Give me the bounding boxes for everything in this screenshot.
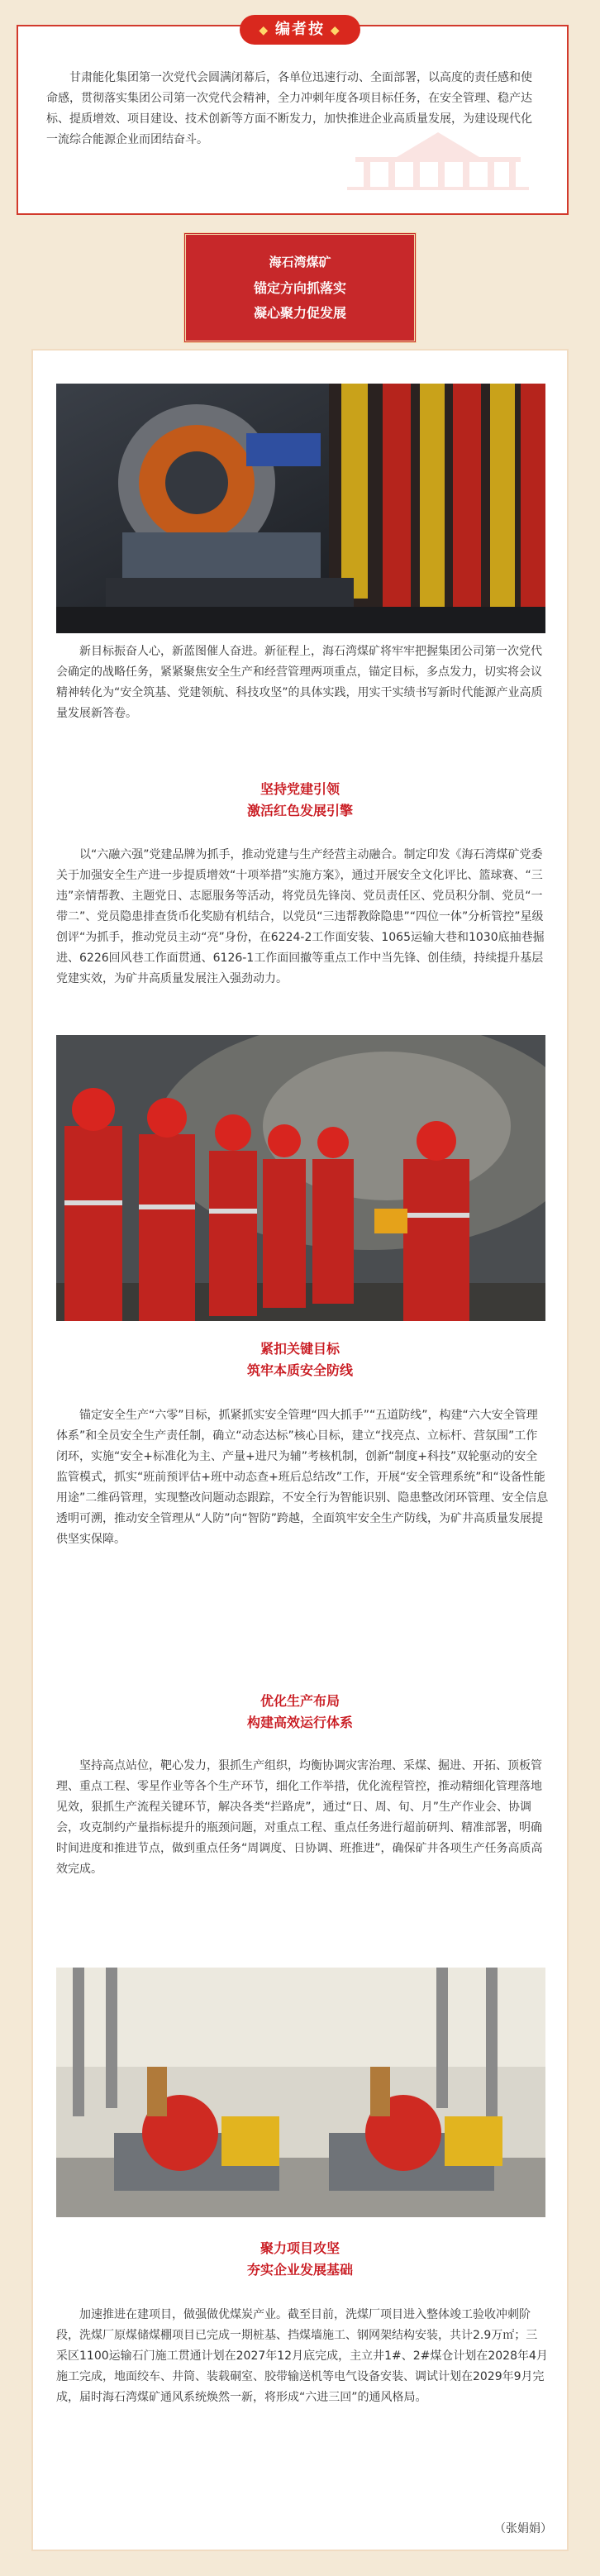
author-credit: （张娟娟） [494,2522,552,2535]
section-2-heading [33,1339,567,1389]
section-1-title: 坚持党建引领 [260,781,340,797]
section-1-subtitle: 激活红色发展引擎 [246,803,353,818]
section-4-title: 聚力项目攻坚 [260,2240,340,2256]
photo-workers-inspection [56,1035,545,1321]
section-1-heading [33,780,567,829]
title-card-line2: 锚定方向抓落实 [253,280,346,296]
title-card-line3: 凝心聚力促发展 [253,305,346,321]
section-4-subtitle: 夯实企业发展基础 [246,2262,353,2278]
editor-note-text: 甘肃能化集团第一次党代会圆满闭幕后，各单位迅速行动、全面部署，以高度的责任感和使命感，贯彻落实集团公司第一次党代会精神，全力冲刺年度各项目标任务，在安全管理、稳产达标、提质增效、项目建设、技术创新等方面不断发力，加快推进企业高质量发展，为建设现代化一流综合能源企业而团结奋斗。 [46,71,532,146]
section-2-title: 紧扣关键目标 [260,1341,340,1357]
diamond-icon: ◆ [325,24,341,37]
section-3-paragraph: 坚持高点站位，靶心发力，狠抓生产组织，均衡协调灾害治理、采煤、掘进、开拓、顶板管理、重点工程、零星作业等各个生产环节，细化工作举措，优化流程管控，推动精细化管理落地见效，狠抓生产流程关键环节，解决各类“拦路虎”，通过“日、周、旬、月”生产作业会、协调会，攻克制约产量指标提升的瓶颈问题，对重点工程、重点任务进行超前研判、精准部署，明确时间进度和推进节点，做到重点任务“周调度、日协调、班推进”，确保矿井各项生产任务高质高效完成。 [56,1759,543,1876]
section-2-subtitle: 筑牢本质安全防线 [246,1362,353,1378]
editor-note-tag-label: 编者按 [275,21,325,38]
section-3-subtitle: 构建高效运行体系 [246,1715,353,1730]
section-4-heading [33,2239,567,2288]
section-3-title: 优化生产布局 [260,1693,340,1709]
intro-paragraph: 新目标振奋人心，新蓝图催人奋进。新征程上，海石湾煤矿将牢牢把握集团公司第一次党代会确定的战略任务，紧紧聚焦安全生产和经营管理两项重点，锚定目标，多点发力，切实将会议精神转化为“安全筑基、党建领航、科技攻坚”的具体实践，用实干实绩书写新时代能源产业高质量发展新答卷。 [56,645,543,720]
title-card-org: 海石湾煤矿 [269,255,331,270]
photo-pump-room [56,1968,545,2217]
section-2-paragraph: 锚定安全生产“六零”目标，抓紧抓实安全管理“四大抓手”“五道防线”，构建“六大安全管理体系”和全员安全生产责任制，确立“动态达标”核心目标，建立“找亮点、立标杆、营氛围”工作闭环，实施“安全+标准化为主、产量+进尺为辅”考核机制，创新“制度+科技”双轮驱动的安全监管模式，抓实“班前预评估+班中动态查+班后总结改”工作，开展“安全管理系统”和“设备性能用途”二维码管理，实现整改问题动态跟踪，不安全行为智能识别、隐患整改闭环管理、安全信息透明可溯，推动安全管理从“人防”向“智防”跨越，全面筑牢安全生产防线，为矿井高质量发展提供坚实保障。 [56,1409,549,1546]
photo-coal-shearer [56,384,545,633]
section-3-heading [33,1691,567,1741]
editor-note-tag [240,15,360,45]
title-card [183,232,417,343]
section-1-paragraph: 以“六融六强”党建品牌为抓手，推动党建与生产经营主动融合。制定印发《海石湾煤矿党委关于加强安全生产进一步提质增效“十项举措”实施方案》，通过开展安全文化评比、篮球赛、“三违”亲情帮教、主题党日、志愿服务等活动，将党员先锋岗、党员责任区、党员积分制、党员“一带二”、党员隐患排查货币化奖励有机结合，以党员“三违帮教除隐患”“四位一体”分析管控”星级创评“为抓手，推动党员主动“亮”身份，在6224-2工作面安装、1065运输大巷和1030底抽巷掘进、6226回风巷工作面贯通、6126-1工作面回撤等重点工作中当先锋、创佳绩，持续提升基层党建实效，为矿井高质量发展注入强劲动力。 [56,848,545,985]
diamond-icon: ◆ [259,24,275,37]
section-4-paragraph: 加速推进在建项目，做强做优煤炭产业。截至目前，洗煤厂项目进入整体竣工验收冲刺阶段，洗煤厂原煤储煤棚项目已完成一期桩基、挡煤墙施工、钢网架结构安装，共计2.9万㎡；三采区1100运输石门施工贯通计划在2027年12月底完成，主立井1#、2#煤仓计划在2028年4月施工完成，地面绞车、井筒、装载硐室、胶带输送机等电气设备安装、调试计划在2029年9月完成，届时海石湾煤矿通风系统焕然一新，将形成“六进三回”的通风格局。 [56,2308,548,2404]
